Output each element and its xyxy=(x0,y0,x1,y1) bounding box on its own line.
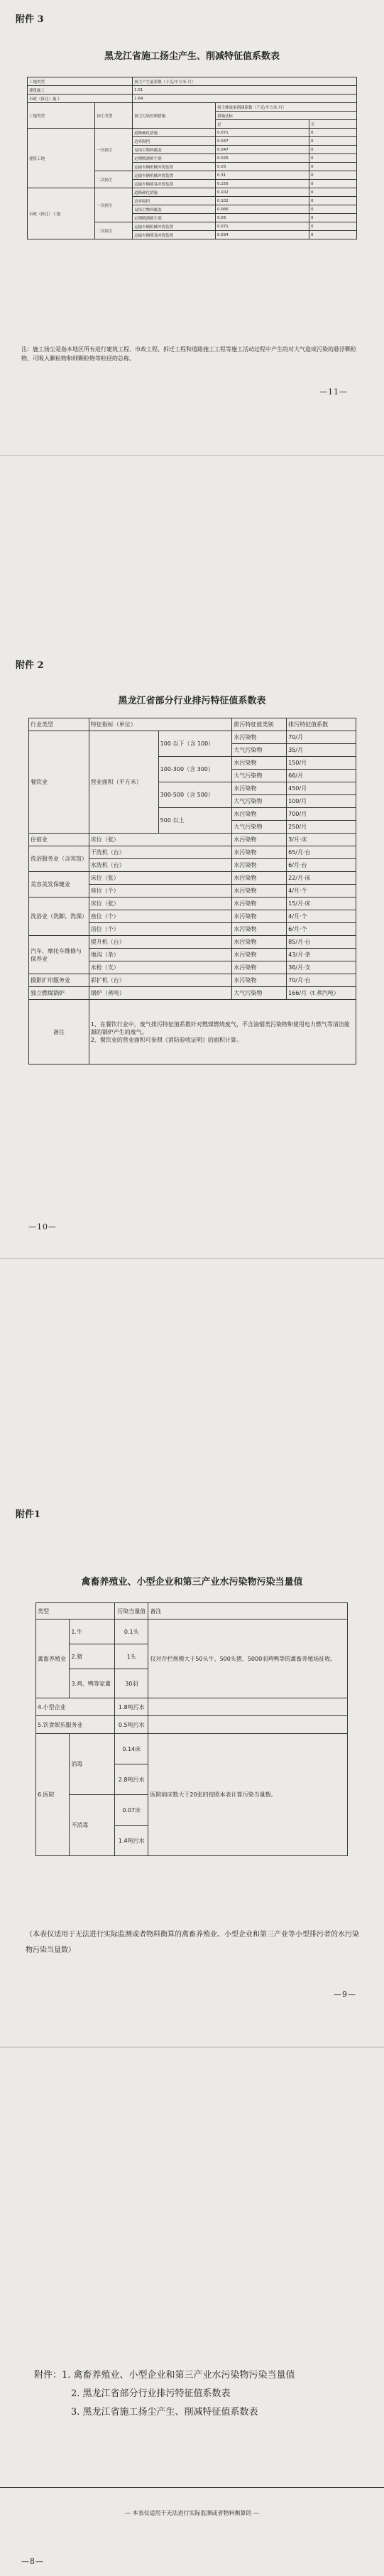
table-cell: 是 xyxy=(216,120,309,129)
table-cell: 道路硬化措施 xyxy=(133,129,216,137)
table-cell: 医院病床数大于20张的按照本表计算污染当量数。 xyxy=(148,1734,348,1856)
attachment-3-title: 黑龙江省施工扬尘产生、削减特征值系数表 xyxy=(104,51,280,62)
table-cell: 排污特征值系数 xyxy=(287,718,356,731)
table-cell: 100/月 xyxy=(287,795,356,808)
table-cell: 运输车辆简易冲洗装置 xyxy=(133,180,216,188)
table-cell: 地沟（条） xyxy=(89,949,232,961)
table-cell: 特征指标（单位） xyxy=(89,718,232,731)
table-row xyxy=(29,846,356,859)
page-number-10: —10— xyxy=(28,1222,57,1232)
table-cell: 大气污染物 xyxy=(232,987,287,1000)
table-cell: 1.4吨污水 xyxy=(115,1826,148,1856)
table-cell: 15/月·床 xyxy=(287,898,356,910)
table-cell: 500 以上 xyxy=(158,808,232,834)
table-cell: 水污染物 xyxy=(232,731,287,744)
table-cell: 3.鸡、鸭等家禽 xyxy=(70,1669,115,1698)
table-cell: 餐饮业 xyxy=(29,731,89,834)
table-cell: 0 xyxy=(309,222,357,231)
table-cell: 一次扬尘 xyxy=(95,188,133,222)
attachments-prefix: 附件： xyxy=(34,2370,62,2381)
table-cell: 6.医院 xyxy=(36,1734,70,1856)
table-cell: 运输车辆机械冲洗装置 xyxy=(133,171,216,180)
table-cell: 工地类型 xyxy=(28,77,133,86)
table-cell: 不消毒 xyxy=(70,1795,115,1856)
attachment-2-title: 黑龙江省部分行业排污特征值系数表 xyxy=(118,696,266,706)
table-cell: 700/月 xyxy=(287,808,356,821)
table-cell: 166/月（t 蒸汽吨） xyxy=(287,987,356,1000)
table-cell: 0 xyxy=(309,188,357,197)
table-cell: 干洗机（台） xyxy=(89,846,232,859)
table-cell: 35/月 xyxy=(287,744,356,757)
table-cell: 水污染物 xyxy=(232,808,287,821)
attachment-1-label: 附件1 xyxy=(16,1509,41,1520)
attachments-item-text: 1. 禽畜养殖业、小型企业和第三产业水污染物污染当量值 xyxy=(62,2370,295,2381)
table-cell: 30羽 xyxy=(115,1669,148,1698)
table-cell: 3/月·床 xyxy=(287,834,356,846)
table-cell: 300-500（含 500） xyxy=(158,782,232,808)
table-cell: 65/月·台 xyxy=(287,846,356,859)
table-cell: 建筑工地 xyxy=(28,129,95,188)
table-cell: 摄影扩印服务业 xyxy=(29,974,89,987)
remark-text xyxy=(89,1000,356,1065)
attachments-list xyxy=(34,2366,295,2422)
table-cell: 0.102 xyxy=(216,197,309,205)
table-cell: 建筑施工 xyxy=(28,86,133,95)
attachments-list-item-2: 2. 黑龙江省部分行业排污特征值系数表 xyxy=(71,2388,231,2399)
attachment-2-table xyxy=(28,718,356,1065)
table-cell: 二次扬尘 xyxy=(95,222,133,239)
table-cell: 0 xyxy=(309,154,357,163)
table-cell: 定期喷洒抑尘剂 xyxy=(133,214,216,222)
table-cell: 1.64 xyxy=(133,95,357,103)
table-cell: 0.1头 xyxy=(115,1620,148,1644)
table-cell: 床位（张） xyxy=(89,898,232,910)
table-cell: 5.饮食娱乐服务业 xyxy=(36,1716,115,1734)
page-separator xyxy=(0,1258,384,1259)
table-cell: 1.牛 xyxy=(70,1620,115,1644)
table-cell: 工地类型 xyxy=(28,103,95,129)
table-cell: 仅对存栏规模大于50头牛、500头猪、5000羽鸡鸭等的禽畜养殖场征收。 xyxy=(148,1620,348,1698)
table-cell: 水污染物 xyxy=(232,757,287,770)
table-cell: 扬尘污染控制措施 xyxy=(133,103,216,129)
table-cell: 水污染物 xyxy=(232,910,287,923)
table-cell: 大气污染物 xyxy=(232,770,287,782)
table-cell: 85/月·台 xyxy=(287,936,356,949)
table-row xyxy=(29,731,356,744)
table-cell: 1头 xyxy=(115,1644,148,1669)
table-cell: 备注 xyxy=(148,1603,348,1620)
remark-row xyxy=(29,1000,356,1065)
table-cell: 类型 xyxy=(36,1603,115,1620)
table-row xyxy=(29,936,356,949)
table-cell: 6/月·台 xyxy=(287,859,356,872)
table-cell: 0.155 xyxy=(216,180,309,188)
table-cell: 0.025 xyxy=(216,154,309,163)
attachment-1-note: （本表仅适用于无法进行实际监测或者物料衡算的禽畜养殖业、小型企业和第三产业等小型排污者的水污染物污染当量数） xyxy=(26,1931,359,1954)
table-cell: 大气污染物 xyxy=(232,795,287,808)
table-cell: 浴位（个） xyxy=(89,923,232,936)
table-row xyxy=(29,974,356,987)
table-row xyxy=(28,86,357,95)
table-cell: 提升机（台） xyxy=(89,936,232,949)
table-cell: 0.071 xyxy=(216,222,309,231)
remark-line: 1、在餐饮行业中，废气排污特征值系数针对燃煤燃烧废气，不含油烟类污染物和使用电力燃气等清洁能源的锅炉产生的废气。 xyxy=(90,1020,350,1035)
table-cell: 4/月·个 xyxy=(287,910,356,923)
table-cell: 0.31 xyxy=(216,171,309,180)
table-cell: 0.07床 xyxy=(115,1795,148,1826)
table-cell: 70/月·台 xyxy=(287,974,356,987)
table-cell: 营业面积（平方米） xyxy=(89,731,158,834)
attachment-3-table xyxy=(27,77,357,239)
table-row xyxy=(28,77,357,86)
table-cell: 锅炉（蒸吨） xyxy=(89,987,232,1000)
attachment-1-title: 禽畜养殖业、小型企业和第三产业水污染物污染当量值 xyxy=(81,1577,303,1588)
table-header-row xyxy=(36,1603,348,1620)
page-separator xyxy=(0,455,384,456)
table-cell: 0 xyxy=(309,171,357,180)
table-cell: 独立燃煤锅炉 xyxy=(29,987,89,1000)
table-row xyxy=(36,1734,348,1764)
page-separator xyxy=(0,2047,384,2048)
table-cell: 大气污染物 xyxy=(232,821,287,834)
table-cell: 36/月·支 xyxy=(287,961,356,974)
table-cell: 易扬尘物料覆盖 xyxy=(133,205,216,214)
table-cell: 水污染物 xyxy=(232,949,287,961)
page-number-11: —11— xyxy=(319,387,348,397)
table-cell: 水污染物 xyxy=(232,859,287,872)
table-cell: 0.14床 xyxy=(115,1734,148,1764)
attachment-3-note: 注：施工扬尘是指本地区所有进行建筑工程、市政工程、拆迁工程和道路施工工程等施工活动过程中产生的对大气造成污染的悬浮颗粒物、可吸入颗粒物和细颗粒物等粒径的总称。 xyxy=(21,346,356,362)
table-cell: 水污染物 xyxy=(232,885,287,898)
table-cell: 住宿业 xyxy=(29,834,89,846)
table-cell: 0 xyxy=(309,231,357,239)
table-cell: 禽畜养殖业 xyxy=(36,1620,70,1698)
table-cell: 43/月·条 xyxy=(287,949,356,961)
table-cell: 6/月·个 xyxy=(287,923,356,936)
table-cell: 0 xyxy=(309,180,357,188)
table-cell: 水污染物 xyxy=(232,961,287,974)
attachments-list-item-3: 3. 黑龙江省施工扬尘产生、削减特征值系数表 xyxy=(71,2407,258,2418)
table-row xyxy=(36,1716,348,1734)
table-cell: 洗浴业（洗脚、洗澡） xyxy=(29,898,89,936)
table-cell: 2.8吨污水 xyxy=(115,1764,148,1795)
table-cell: 450/月 xyxy=(287,782,356,795)
table-cell: 床位（张） xyxy=(89,834,232,846)
table-row xyxy=(28,129,357,137)
table-cell: 扬尘类型 xyxy=(95,103,133,129)
attachment-2-label: 附件 2 xyxy=(16,660,44,671)
table-cell: 2.猪 xyxy=(70,1644,115,1669)
table-cell: 床位（张） xyxy=(89,872,232,885)
table-cell: 1.01 xyxy=(133,86,357,95)
table-cell: 0 xyxy=(309,137,357,146)
table-cell: 100-300（含 300） xyxy=(158,757,232,782)
table-cell: 0.034 xyxy=(216,231,309,239)
table-row xyxy=(29,834,356,846)
attachment-3-label: 附件 3 xyxy=(16,14,44,25)
table-cell: 水污染物 xyxy=(232,898,287,910)
table-cell: 0 xyxy=(309,197,357,205)
attachments-list-item-1 xyxy=(34,2366,295,2385)
table-cell: 定期喷洒抑尘剂 xyxy=(133,154,216,163)
remark-line: 2、餐饮业的营业面积可参照《消防验收证明》的面积计算。 xyxy=(90,1036,242,1043)
table-cell: 0 xyxy=(309,163,357,171)
table-cell: 市政（拆迁）施工 xyxy=(28,95,133,103)
table-cell: 汽车、摩托车维修与保养业 xyxy=(29,936,89,974)
table-cell: 边界围挡 xyxy=(133,137,216,146)
attachment-1-table xyxy=(35,1602,348,1856)
table-row xyxy=(36,1620,348,1644)
table-cell: 水污染物 xyxy=(232,974,287,987)
table-cell: 座位（个） xyxy=(89,885,232,898)
table-cell: 150/月 xyxy=(287,757,356,770)
table-row xyxy=(29,898,356,910)
table-header-row xyxy=(29,718,356,731)
table-cell: 0.102 xyxy=(216,188,309,197)
table-cell: 洗浴服务业（含宾馆） xyxy=(29,846,89,872)
footer-rule xyxy=(0,2487,384,2488)
table-cell: 66/月 xyxy=(287,770,356,782)
table-cell: 大气污染物 xyxy=(232,744,287,757)
table-cell: 美容美发保健业 xyxy=(29,872,89,898)
table-cell: 4.小型企业 xyxy=(36,1698,115,1716)
table-cell: 0.066 xyxy=(216,205,309,214)
table-cell: 0.047 xyxy=(216,137,309,146)
footer-note: — 本表仅适用于无法进行实际监测或者物料衡算的 — xyxy=(124,2510,260,2516)
table-cell: 否 xyxy=(309,120,357,129)
table-cell: 水污染物 xyxy=(232,923,287,936)
table-cell: 道路硬化措施 xyxy=(133,188,216,197)
table-row xyxy=(29,987,356,1000)
table-cell: 座位（个） xyxy=(89,910,232,923)
table-cell: 水污染物 xyxy=(232,834,287,846)
table-cell: 水枪（支） xyxy=(89,961,232,974)
table-cell: 边界围挡 xyxy=(133,197,216,205)
table-cell: 100 以下（含 100） xyxy=(158,731,232,757)
table-cell xyxy=(148,1698,348,1716)
table-cell: 70/月 xyxy=(287,731,356,744)
table-row xyxy=(28,188,357,197)
table-cell: 0 xyxy=(309,129,357,137)
table-row xyxy=(29,872,356,885)
table-cell: 0.047 xyxy=(216,146,309,154)
table-cell: 水污染物 xyxy=(232,846,287,859)
table-cell: 易扬尘物料覆盖 xyxy=(133,146,216,154)
table-cell: 0 xyxy=(309,214,357,222)
table-cell: 彩扩机（台） xyxy=(89,974,232,987)
table-cell: 22/月·床 xyxy=(287,872,356,885)
table-cell: 扬尘产生量系数（千克/平方米·月） xyxy=(133,77,357,86)
table-cell xyxy=(148,1716,348,1734)
table-cell: 二次扬尘 xyxy=(95,171,133,188)
table-cell: 污染当量值 xyxy=(115,1603,148,1620)
table-cell: 措施达标 xyxy=(216,112,357,120)
table-cell: 0.03 xyxy=(216,214,309,222)
table-cell: 水污染物 xyxy=(232,782,287,795)
remark-label: 备注 xyxy=(29,1000,89,1065)
table-cell: 一次扬尘 xyxy=(95,129,133,171)
page-number-8: —8— xyxy=(21,2557,44,2566)
table-cell: 1.8吨污水 xyxy=(115,1698,148,1716)
table-cell: 0.071 xyxy=(216,129,309,137)
table-cell: 水污染物 xyxy=(232,872,287,885)
table-cell: 排污特征值类别 xyxy=(232,718,287,731)
page-number-9: —9— xyxy=(334,1990,356,1999)
table-cell: 0.5吨污水 xyxy=(115,1716,148,1734)
table-row xyxy=(36,1698,348,1716)
table-cell: 0 xyxy=(309,205,357,214)
table-cell: 水污染物 xyxy=(232,936,287,949)
table-cell: 消毒 xyxy=(70,1734,115,1795)
table-cell: 0 xyxy=(309,146,357,154)
table-cell: 4/月·个 xyxy=(287,885,356,898)
table-cell: 扬尘排放量削减系数（千克/平方米·月） xyxy=(216,103,357,112)
table-cell: 水洗机（台） xyxy=(89,859,232,872)
table-cell: 250/月 xyxy=(287,821,356,834)
table-cell: 运输车辆简易冲洗装置 xyxy=(133,231,216,239)
table-cell: 运输车辆机械冲洗装置 xyxy=(133,222,216,231)
table-row xyxy=(28,95,357,103)
table-cell: 运输车辆机械冲洗装置 xyxy=(133,163,216,171)
table-cell: 行业类型 xyxy=(29,718,89,731)
table-cell: 市政（拆迁）工地 xyxy=(28,188,95,239)
table-row xyxy=(28,103,357,112)
table-cell: 0.03 xyxy=(216,163,309,171)
